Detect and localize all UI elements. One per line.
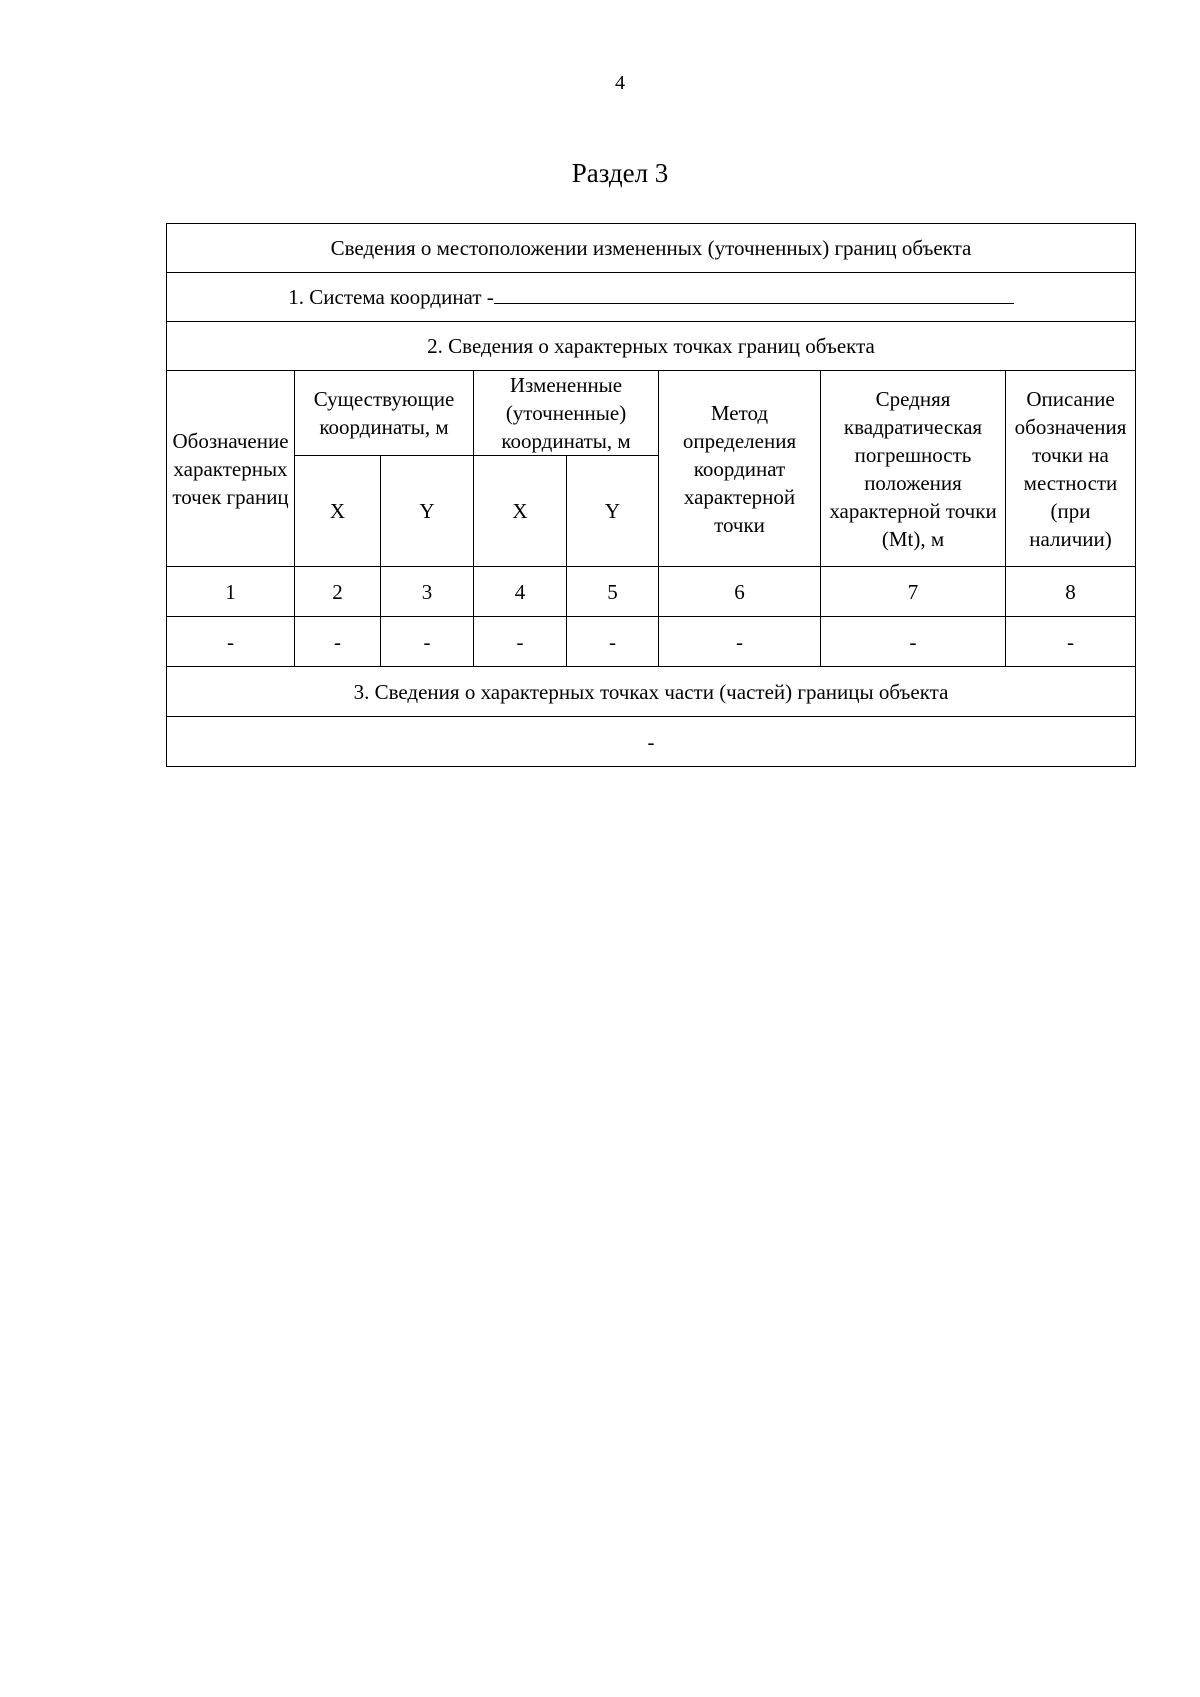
column-numbers-row	[167, 567, 1136, 617]
header-description: Описание обозначения точки на местности (при наличии)	[1006, 371, 1136, 567]
col-number: 1	[167, 567, 295, 617]
table-cell: -	[659, 617, 821, 667]
coord-system-label: 1. Система координат -	[288, 285, 494, 309]
page-number: 4	[615, 72, 625, 94]
table-cell: -	[474, 617, 567, 667]
table-cell: -	[295, 617, 381, 667]
table-cell: -	[821, 617, 1006, 667]
header-existing-coords: Существующие координаты, м	[295, 371, 474, 456]
col-number: 6	[659, 567, 821, 617]
table-cell: -	[167, 617, 295, 667]
points-heading: 2. Сведения о характерных точках границ объекта	[167, 322, 1136, 371]
header-point-designation: Обозначение характерных точек границ	[167, 371, 295, 567]
col-number: 3	[381, 567, 474, 617]
header-changed-y: Y	[567, 456, 659, 567]
boundary-table	[166, 223, 1136, 767]
col-number: 7	[821, 567, 1006, 617]
col-number: 5	[567, 567, 659, 617]
parts-heading: 3. Сведения о характерных точках части (частей) границы объекта	[167, 667, 1136, 717]
col-number: 4	[474, 567, 567, 617]
parts-value: -	[167, 717, 1136, 767]
header-existing-x: X	[295, 456, 381, 567]
table-cell: -	[1006, 617, 1136, 667]
table-title: Сведения о местоположении измененных (уточненных) границ объекта	[167, 224, 1136, 273]
col-number: 8	[1006, 567, 1136, 617]
header-existing-y: Y	[381, 456, 474, 567]
header-method: Метод определения координат характерной точки	[659, 371, 821, 567]
coord-system-blank	[494, 283, 1014, 304]
section-title: Раздел 3	[571, 158, 669, 188]
header-changed-x: X	[474, 456, 567, 567]
coord-system-row	[167, 273, 1136, 322]
table-row	[167, 617, 1136, 667]
col-number: 2	[295, 567, 381, 617]
table-cell: -	[381, 617, 474, 667]
table-cell: -	[567, 617, 659, 667]
header-changed-coords: Измененные (уточненные) координаты, м	[474, 371, 659, 456]
header-error: Средняя квадратическая погрешность положения характерной точки (Mt), м	[821, 371, 1006, 567]
